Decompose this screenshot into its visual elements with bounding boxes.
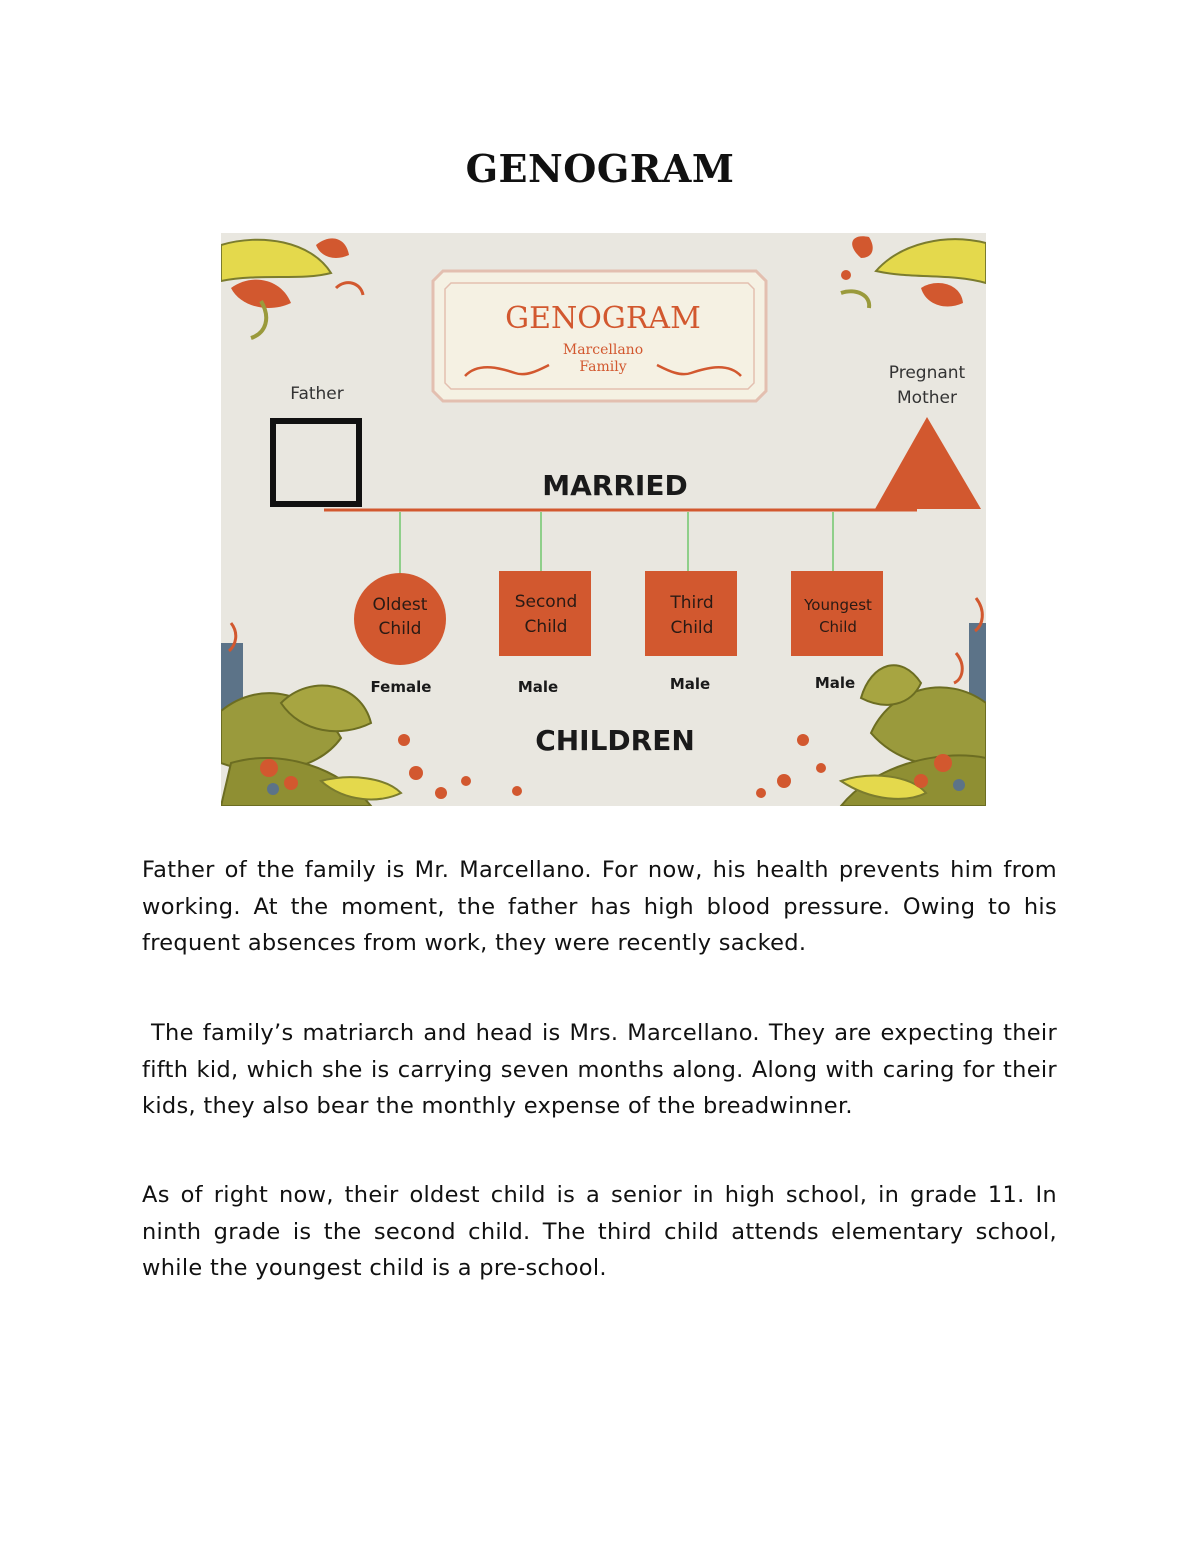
banner-subtitle-line1: Marcellano	[562, 342, 644, 358]
second-child-label-line1: Second	[514, 592, 578, 612]
youngest-child-label-line2: Child	[819, 618, 857, 636]
genogram-banner	[433, 271, 766, 401]
paragraph-father: Father of the family is Mr. Marcellano. For now, his health prevents him from working. At the moment, the father has high blood pressure. Owing to his frequent absences from work, they were recently sacked.	[142, 857, 1057, 956]
third-child-sex: Male	[669, 675, 711, 693]
father-label: Father	[290, 384, 344, 404]
third-child-label-line1: Third	[670, 593, 714, 613]
banner-title: GENOGRAM	[505, 301, 701, 336]
oldest-child-sex: Female	[370, 678, 432, 696]
third-child-square	[645, 571, 737, 656]
page-title: GENOGRAM	[465, 146, 735, 191]
children-label: CHILDREN	[535, 724, 695, 757]
second-child-square	[499, 571, 591, 656]
third-child-label-line2: Child	[670, 618, 714, 638]
mother-label-line1: Pregnant	[888, 363, 966, 383]
genogram-figure	[221, 233, 986, 806]
mother-label-line2: Mother	[897, 388, 957, 408]
oldest-child-label-line1: Oldest	[372, 595, 428, 615]
married-label: MARRIED	[542, 469, 688, 502]
youngest-child-label-line1: Youngest	[804, 596, 872, 614]
paragraph-mother: The family’s matriarch and head is Mrs. Marcellano. They are expecting their fifth kid, which she is carrying seven months along. Along with caring for their kids, they also bear the monthly expense of the breadwinner.	[142, 1020, 1057, 1119]
second-child-sex: Male	[517, 678, 559, 696]
oldest-child-label-line2: Child	[378, 619, 422, 639]
youngest-child-sex: Male	[814, 674, 856, 692]
paragraph-children: As of right now, their oldest child is a senior in high school, in grade 11. In ninth grade is the second child. The third child attends elementary school, while the youngest child is a pre-school.	[142, 1182, 1057, 1281]
banner-subtitle-line2: Family	[579, 359, 627, 375]
second-child-label-line2: Child	[524, 617, 568, 637]
